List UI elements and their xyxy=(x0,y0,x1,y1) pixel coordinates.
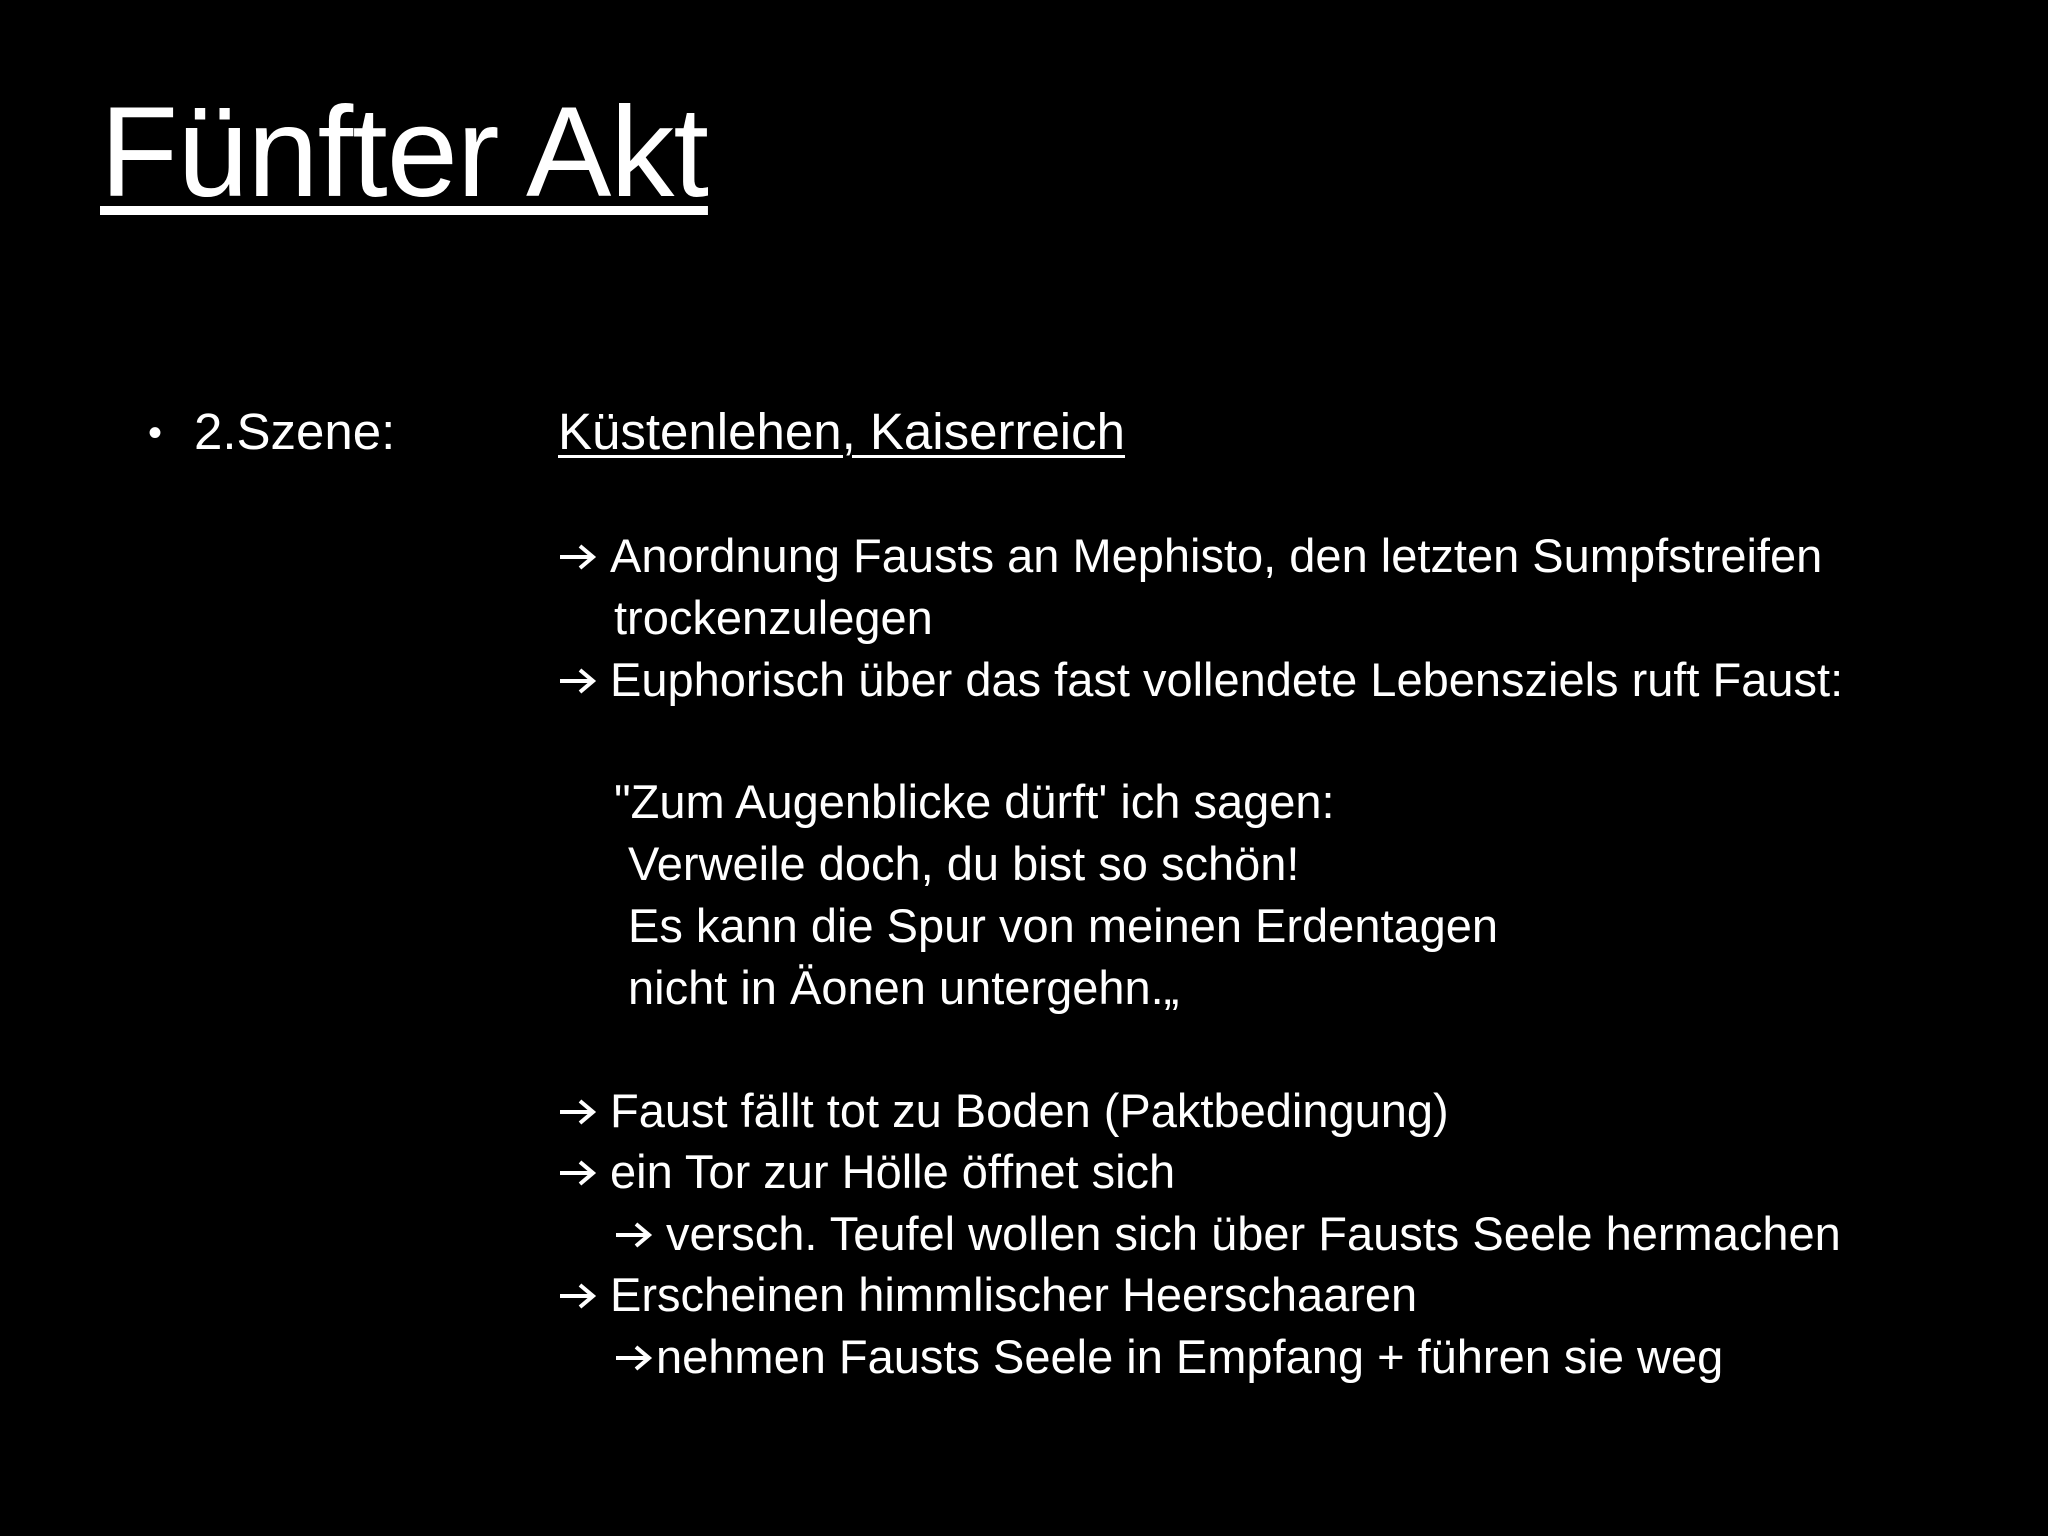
quote-line-1 xyxy=(614,773,1335,831)
arrow-right-icon xyxy=(558,1266,598,1324)
content-line-text: ein Tor zur Hölle öffnet sich xyxy=(610,1145,1176,1198)
quote-text: Verweile doch, du bist so schön! xyxy=(628,837,1300,890)
content-line-2 xyxy=(614,589,933,647)
quote-text: Es kann die Spur von meinen Erdentagen xyxy=(628,899,1499,952)
content-line-8 xyxy=(614,1328,1723,1386)
arrow-right-icon xyxy=(614,1205,654,1263)
content-line-text: Faust fällt tot zu Boden (Paktbedingung) xyxy=(610,1084,1449,1137)
content-line-text: versch. Teufel wollen sich über Fausts Seele hermachen xyxy=(666,1207,1841,1260)
slide-title: Fünfter Akt xyxy=(100,81,708,224)
quote-text: "Zum Augenblicke dürft' ich sagen: xyxy=(614,775,1335,828)
content-line-4 xyxy=(558,1082,1449,1140)
content-line-text: Euphorisch über das fast vollendete Lebensziels ruft Faust: xyxy=(610,653,1844,706)
content-line-3 xyxy=(558,651,1843,709)
content-line-7 xyxy=(558,1266,1417,1324)
content-line-text: trockenzulegen xyxy=(614,591,933,644)
content-line-1 xyxy=(558,527,1822,585)
content-line-6 xyxy=(614,1205,1841,1263)
arrow-right-icon xyxy=(614,1328,654,1386)
arrow-right-icon xyxy=(558,527,598,585)
content-line-text: nehmen Fausts Seele in Empfang + führen sie weg xyxy=(656,1330,1724,1383)
arrow-right-icon xyxy=(558,651,598,709)
arrow-right-icon xyxy=(558,1143,598,1201)
scene-title: Küstenlehen, Kaiserreich xyxy=(558,403,1126,460)
arrow-right-icon xyxy=(558,1082,598,1140)
content-line-5 xyxy=(558,1143,1175,1201)
scene-label: 2.Szene: xyxy=(194,403,396,460)
quote-line-2 xyxy=(628,835,1299,893)
quote-text: nicht in Äonen untergehn.„ xyxy=(628,961,1180,1014)
content-line-text: Anordnung Fausts an Mephisto, den letzten Sumpfstreifen xyxy=(610,529,1823,582)
quote-line-3 xyxy=(628,897,1498,955)
bullet-marker: • xyxy=(148,411,163,455)
content-line-text: Erscheinen himmlischer Heerschaaren xyxy=(610,1268,1418,1321)
quote-line-4 xyxy=(628,959,1179,1017)
